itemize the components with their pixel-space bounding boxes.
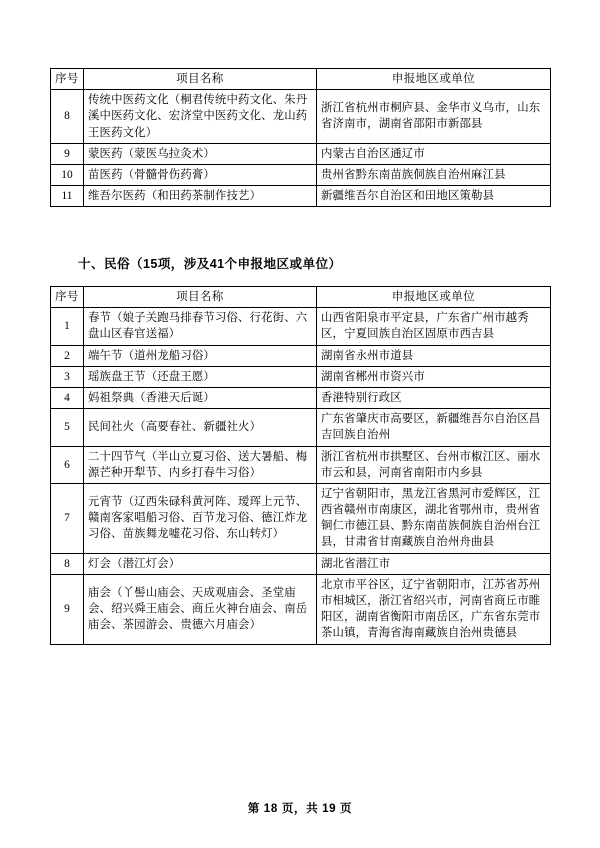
cell-seq: 8 (51, 90, 84, 144)
cell-project-name: 苗医药（骨髓骨伤药膏） (84, 164, 317, 185)
table-row (51, 483, 551, 553)
table-row (51, 446, 551, 483)
cell-seq: 4 (51, 387, 84, 408)
column-header-region-unit: 申报地区或单位 (317, 69, 551, 90)
column-header-project-name: 项目名称 (84, 287, 317, 308)
cell-project-name: 妈祖祭典（香港天后诞） (84, 387, 317, 408)
cell-project-name: 庙会（丫髻山庙会、天成观庙会、圣堂庙会、绍兴舜王庙会、商丘火神台庙会、南岳庙会、茶园游会、贵德六月庙会） (84, 574, 317, 644)
table-row (51, 164, 551, 185)
cell-region-unit: 北京市平谷区，辽宁省朝阳市，江苏省苏州市相城区，浙江省绍兴市，河南省商丘市睢阳区，湖南省衡阳市南岳区，广东省东莞市茶山镇，青海省海南藏族自治州贵德县 (317, 574, 551, 644)
cell-region-unit: 新疆维吾尔自治区和田地区策勒县 (317, 186, 551, 207)
cell-seq: 10 (51, 164, 84, 185)
cell-region-unit: 湖南省永州市道县 (317, 345, 551, 366)
table-bottom-wrapper (50, 286, 550, 645)
cell-region-unit: 湖北省潜江市 (317, 553, 551, 574)
cell-seq: 7 (51, 483, 84, 553)
cell-project-name: 瑶族盘王节（还盘王愿） (84, 366, 317, 387)
cell-project-name: 传统中医药文化（桐君传统中药文化、朱丹溪中医药文化、宏济堂中医药文化、龙山药王医药文化） (84, 90, 317, 144)
cell-project-name: 维吾尔医药（和田药茶制作技艺） (84, 186, 317, 207)
cell-seq: 8 (51, 553, 84, 574)
cell-region-unit: 辽宁省朝阳市，黑龙江省黑河市爱辉区，江西省赣州市南康区，湖北省鄂州市，贵州省铜仁市德江县、黔东南苗族侗族自治州台江县，甘肃省甘南藏族自治州舟曲县 (317, 483, 551, 553)
cell-region-unit: 香港特别行政区 (317, 387, 551, 408)
cell-seq: 9 (51, 574, 84, 644)
cell-region-unit: 贵州省黔东南苗族侗族自治州麻江县 (317, 164, 551, 185)
column-header-seq: 序号 (51, 287, 84, 308)
cell-region-unit: 广东省肇庆市高要区，新疆维吾尔自治区昌吉回族自治州 (317, 409, 551, 446)
table-row (51, 90, 551, 144)
column-header-region-unit: 申报地区或单位 (317, 287, 551, 308)
column-header-seq: 序号 (51, 69, 84, 90)
cell-region-unit: 浙江省杭州市桐庐县、金华市义乌市，山东省济南市，湖南省邵阳市新邵县 (317, 90, 551, 144)
cell-region-unit: 浙江省杭州市拱墅区、台州市椒江区、丽水市云和县，河南省南阳市内乡县 (317, 446, 551, 483)
cell-project-name: 灯会（潜江灯会） (84, 553, 317, 574)
cell-seq: 9 (51, 143, 84, 164)
table-row (51, 143, 551, 164)
table-top-wrapper (50, 68, 550, 207)
table-row (51, 308, 551, 345)
table-row (51, 345, 551, 366)
cell-region-unit: 湖南省郴州市资兴市 (317, 366, 551, 387)
cell-project-name: 元宵节（辽西朱碌科黄河阵、瑷珲上元节、赣南客家唱船习俗、百节龙习俗、德江炸龙习俗、苗族舞龙嘘花习俗、东山转灯） (84, 483, 317, 553)
section-heading: 十、民俗（15项，涉及41个申报地区或单位） (78, 257, 342, 271)
cell-project-name: 春节（娘子关跑马排春节习俗、行花街、六盘山区春官送福） (84, 308, 317, 345)
cell-project-name: 二十四节气（半山立夏习俗、送大暑船、梅源芒种开犁节、内乡打春牛习俗） (84, 446, 317, 483)
cell-region-unit: 内蒙古自治区通辽市 (317, 143, 551, 164)
table-row (51, 366, 551, 387)
table-row (51, 574, 551, 644)
table-folklore (50, 286, 551, 645)
cell-seq: 5 (51, 409, 84, 446)
cell-project-name: 端午节（道州龙船习俗） (84, 345, 317, 366)
table-row (51, 186, 551, 207)
cell-seq: 3 (51, 366, 84, 387)
cell-seq: 1 (51, 308, 84, 345)
table-header-row (51, 69, 551, 90)
table-row (51, 553, 551, 574)
table-header-row (51, 287, 551, 308)
page-footer: 第 18 页，共 19 页 (247, 802, 353, 815)
column-header-project-name: 项目名称 (84, 69, 317, 90)
table-traditional-medicine (50, 68, 551, 207)
cell-region-unit: 山西省阳泉市平定县，广东省广州市越秀区，宁夏回族自治区固原市西吉县 (317, 308, 551, 345)
cell-project-name: 民间社火（高要春社、新疆社火） (84, 409, 317, 446)
cell-project-name: 蒙医药（蒙医乌拉灸术） (84, 143, 317, 164)
cell-seq: 6 (51, 446, 84, 483)
cell-seq: 2 (51, 345, 84, 366)
cell-seq: 11 (51, 186, 84, 207)
table-row (51, 387, 551, 408)
table-row (51, 409, 551, 446)
